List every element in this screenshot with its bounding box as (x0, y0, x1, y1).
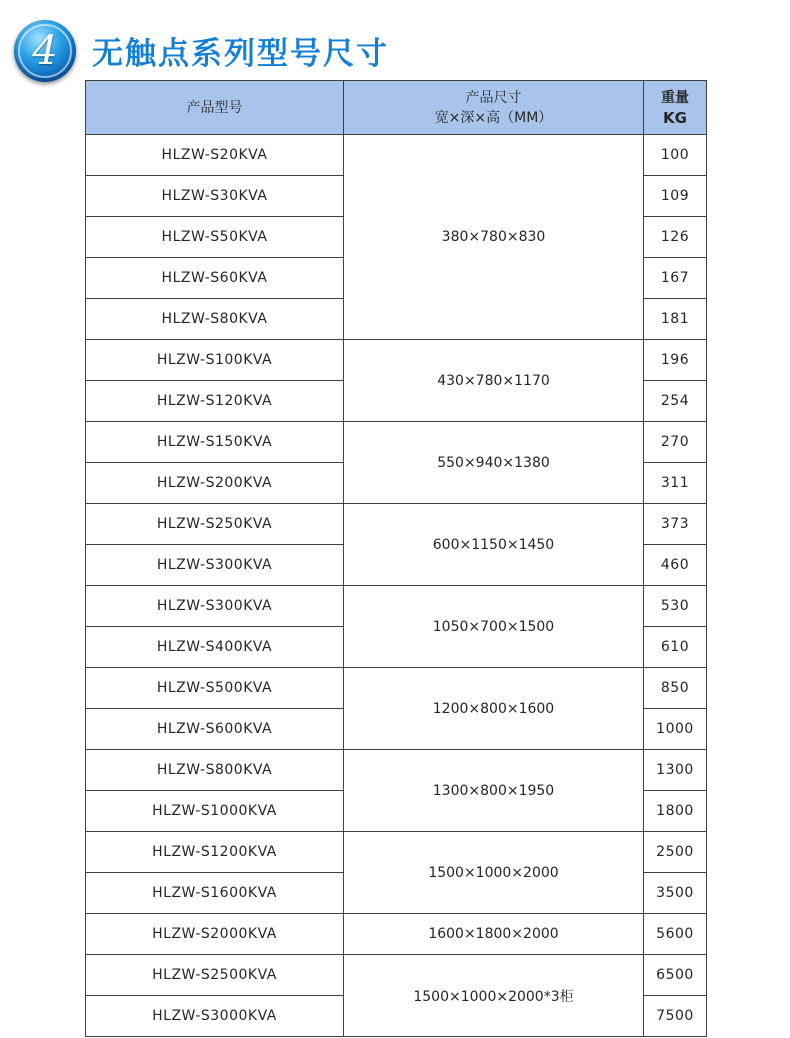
table-row (86, 422, 707, 463)
weight-cell: 1000 (644, 709, 707, 750)
weight-cell: 270 (644, 422, 707, 463)
weight-cell: 610 (644, 627, 707, 668)
size-cell: 600×1150×1450 (344, 504, 644, 586)
model-cell: HLZW-S60KVA (86, 258, 344, 299)
size-cell: 1050×700×1500 (344, 586, 644, 668)
weight-cell: 311 (644, 463, 707, 504)
weight-cell: 530 (644, 586, 707, 627)
table-row (86, 504, 707, 545)
weight-cell: 254 (644, 381, 707, 422)
model-cell: HLZW-S1000KVA (86, 791, 344, 832)
header-model (86, 81, 344, 135)
model-cell: HLZW-S50KVA (86, 217, 344, 258)
weight-cell: 6500 (644, 955, 707, 996)
size-cell: 1500×1000×2000*3柜 (344, 955, 644, 1037)
weight-cell: 167 (644, 258, 707, 299)
model-cell: HLZW-S2000KVA (86, 914, 344, 955)
model-cell: HLZW-S150KVA (86, 422, 344, 463)
weight-cell: 126 (644, 217, 707, 258)
section-number: 4 (32, 28, 58, 74)
weight-cell: 460 (644, 545, 707, 586)
header-size (344, 81, 644, 135)
table-header-row (86, 81, 707, 135)
section-header (0, 0, 790, 80)
header-size-line1: 产品尺寸 (465, 89, 522, 106)
size-cell: 1300×800×1950 (344, 750, 644, 832)
table-row (86, 914, 707, 955)
table-row (86, 135, 707, 176)
table-row (86, 340, 707, 381)
table-row (86, 586, 707, 627)
table-row (86, 668, 707, 709)
weight-cell: 2500 (644, 832, 707, 873)
model-cell: HLZW-S600KVA (86, 709, 344, 750)
model-cell: HLZW-S400KVA (86, 627, 344, 668)
size-cell: 430×780×1170 (344, 340, 644, 422)
model-cell: HLZW-S300KVA (86, 545, 344, 586)
weight-cell: 100 (644, 135, 707, 176)
table-row (86, 750, 707, 791)
section-number-badge (14, 20, 76, 82)
weight-cell: 373 (644, 504, 707, 545)
size-cell: 380×780×830 (344, 135, 644, 340)
weight-cell: 196 (644, 340, 707, 381)
model-cell: HLZW-S100KVA (86, 340, 344, 381)
spec-table (85, 80, 707, 1037)
header-model-label: 产品型号 (186, 99, 243, 116)
model-cell: HLZW-S3000KVA (86, 996, 344, 1037)
model-cell: HLZW-S800KVA (86, 750, 344, 791)
size-cell: 1600×1800×2000 (344, 914, 644, 955)
weight-cell: 1800 (644, 791, 707, 832)
header-weight (644, 81, 707, 135)
size-cell: 550×940×1380 (344, 422, 644, 504)
model-cell: HLZW-S20KVA (86, 135, 344, 176)
table-row (86, 955, 707, 996)
weight-cell: 3500 (644, 873, 707, 914)
model-cell: HLZW-S120KVA (86, 381, 344, 422)
size-cell: 1500×1000×2000 (344, 832, 644, 914)
model-cell: HLZW-S300KVA (86, 586, 344, 627)
header-weight-line2: KG (663, 108, 687, 127)
model-cell: HLZW-S1200KVA (86, 832, 344, 873)
weight-cell: 7500 (644, 996, 707, 1037)
spec-table-body (86, 135, 707, 1037)
weight-cell: 1300 (644, 750, 707, 791)
size-cell: 1200×800×1600 (344, 668, 644, 750)
section-title: 无触点系列型号尺寸 (92, 36, 389, 72)
model-cell: HLZW-S1600KVA (86, 873, 344, 914)
model-cell: HLZW-S30KVA (86, 176, 344, 217)
model-cell: HLZW-S80KVA (86, 299, 344, 340)
header-size-line2: 宽×深×高（MM） (434, 109, 553, 126)
model-cell: HLZW-S500KVA (86, 668, 344, 709)
weight-cell: 181 (644, 299, 707, 340)
header-weight-line1: 重量 (661, 89, 689, 106)
model-cell: HLZW-S250KVA (86, 504, 344, 545)
weight-cell: 109 (644, 176, 707, 217)
weight-cell: 5600 (644, 914, 707, 955)
model-cell: HLZW-S2500KVA (86, 955, 344, 996)
model-cell: HLZW-S200KVA (86, 463, 344, 504)
table-row (86, 832, 707, 873)
weight-cell: 850 (644, 668, 707, 709)
